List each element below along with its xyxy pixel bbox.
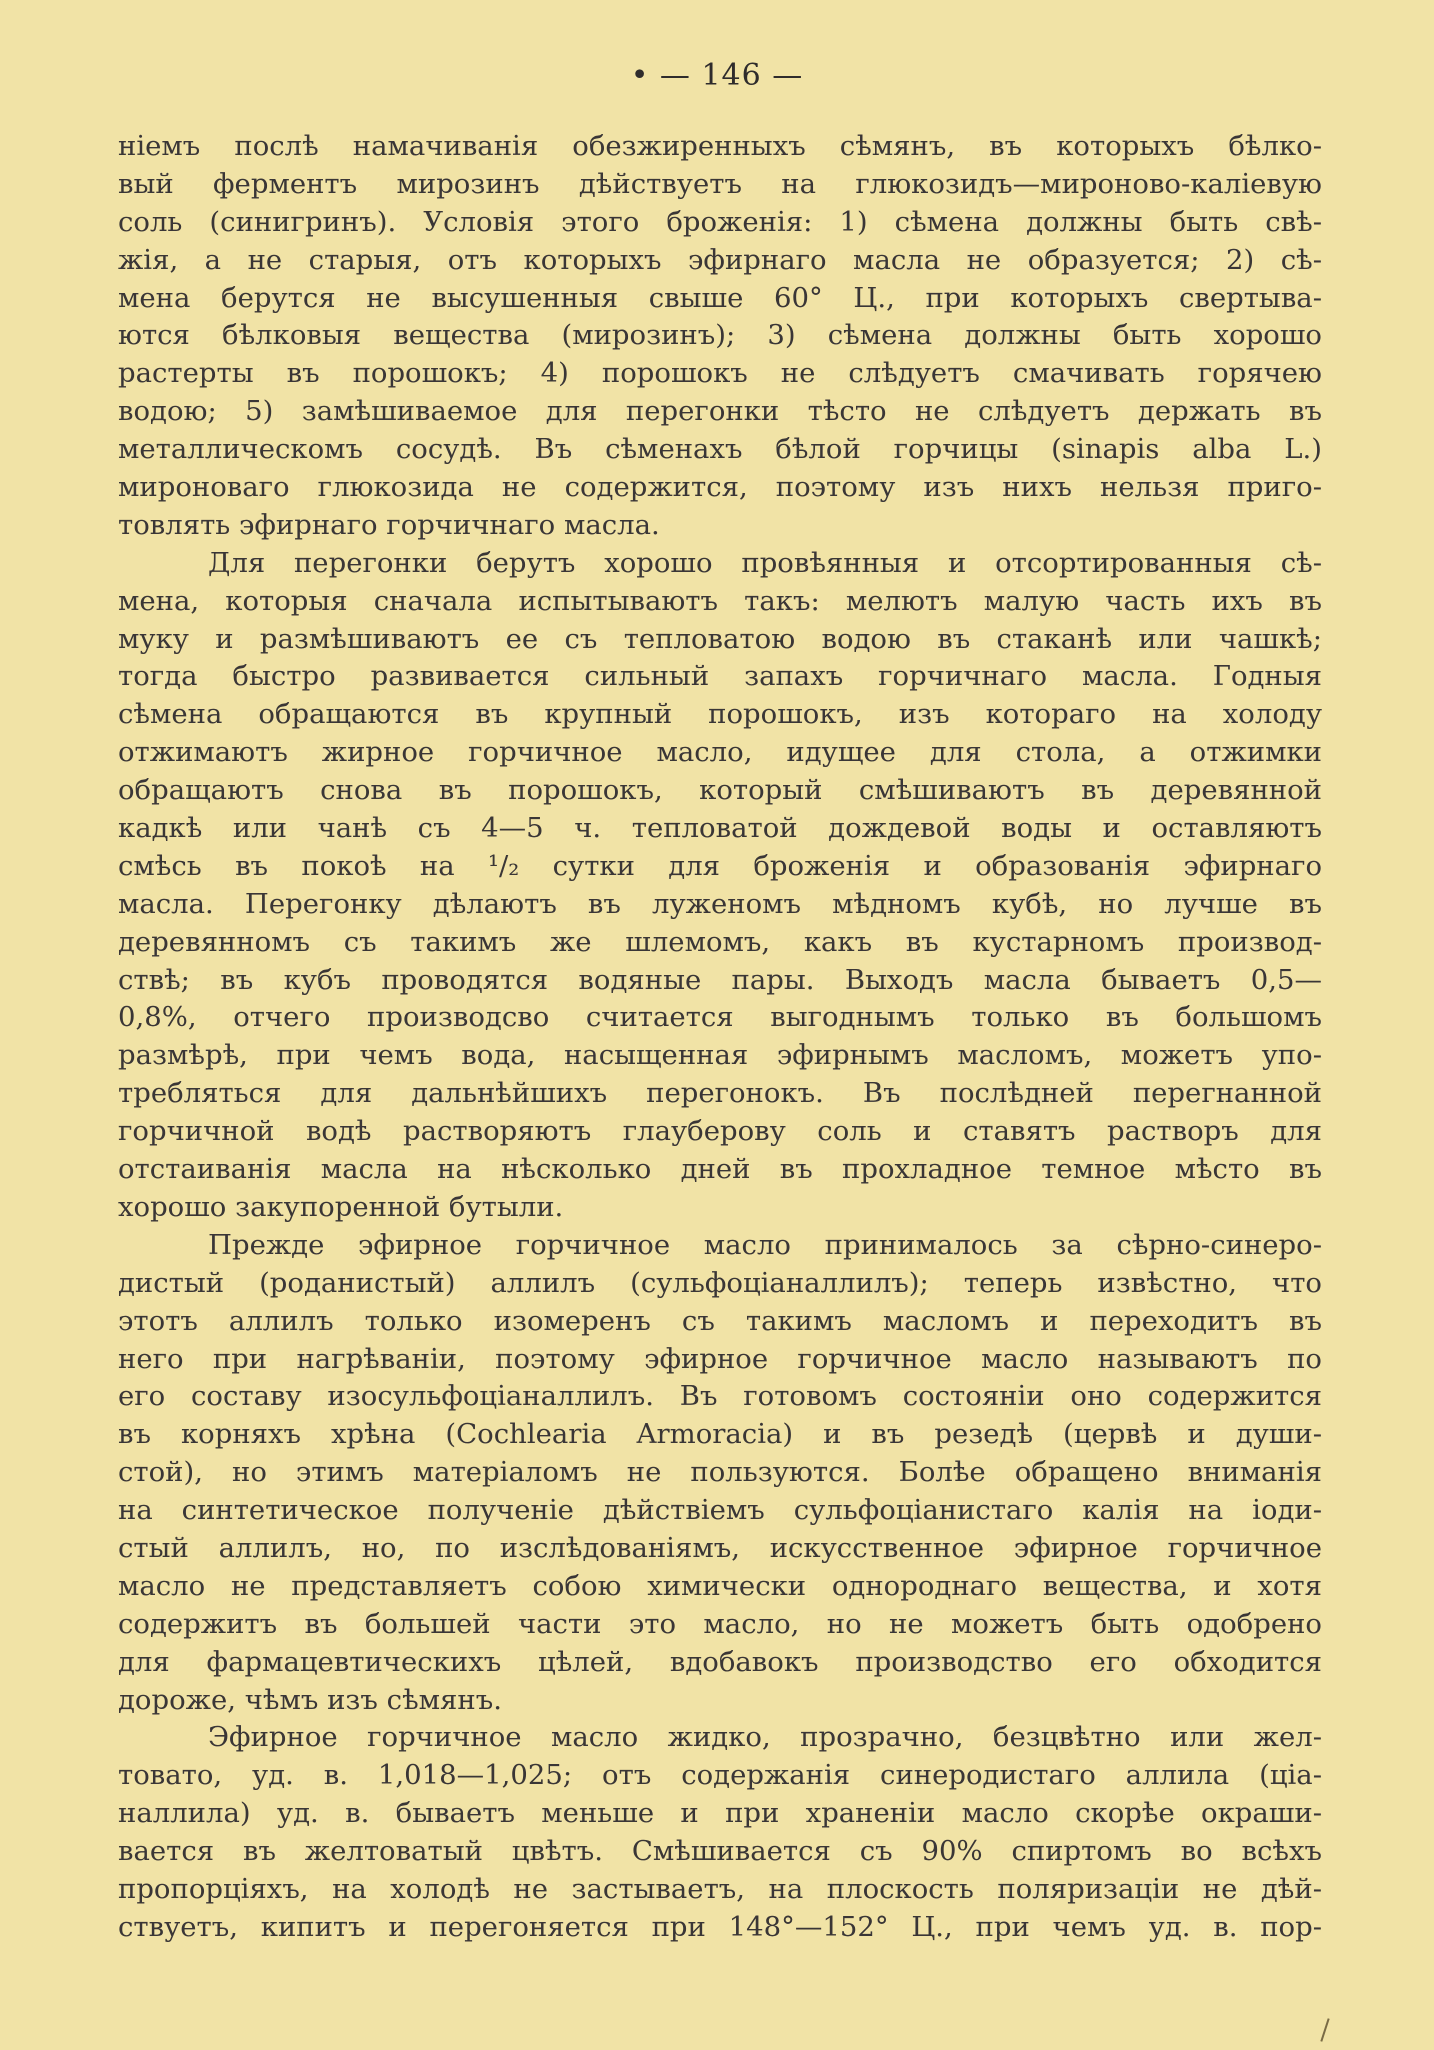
text-line: тогда быстро развивается сильный запахъ горчичнаго масла. Годныя [118, 660, 1322, 693]
text-line: вый ферментъ мирозинъ дѣйствуетъ на глюкозидъ—мироново-каліевую [118, 167, 1322, 200]
text-line: соль (синигринъ). Условія этого броженія: 1) сѣмена должны быть свѣ- [118, 205, 1322, 238]
text-line: ствуетъ, кипитъ и перегоняется при 148°—152° Ц., при чемъ уд. в. пор- [118, 1910, 1322, 1943]
text-line: горчичной водѣ растворяютъ глауберову соль и ставятъ растворъ для [118, 1115, 1322, 1148]
text-line: мена берутся не высушенныя свыше 60° Ц., при которыхъ свертыва- [118, 281, 1322, 314]
text-line: растерты въ порошокъ; 4) порошокъ не слѣдуетъ смачивать горячею [118, 357, 1322, 390]
text-line: дороже, чѣмъ изъ сѣмянъ. [118, 1683, 502, 1716]
text-line: 0,8%, отчего производсво считается выгоднымъ только въ большомъ [118, 1001, 1322, 1034]
text-line: муку и размѣшиваютъ ее съ тепловатою водою въ стаканѣ или чашкѣ; [118, 622, 1322, 655]
text-line: вается въ желтоватый цвѣтъ. Смѣшивается съ 90% спиртомъ во всѣхъ [118, 1835, 1322, 1868]
text-line: него при нагрѣваніи, поэтому эфирное горчичное масло называютъ по [118, 1342, 1322, 1375]
text-line: стой), но этимъ матеріаломъ не пользуются. Болѣе обращено вниманія [118, 1456, 1322, 1489]
text-line: наллила) уд. в. бываетъ меньше и при храненіи масло скорѣе окраши- [118, 1797, 1322, 1830]
text-line: отстаиванія масла на нѣсколько дней въ прохладное темное мѣсто въ [118, 1153, 1322, 1186]
page-edge-mark [1320, 2018, 1329, 2041]
text-line: отжимаютъ жирное горчичное масло, идущее для стола, а отжимки [118, 736, 1322, 769]
text-line: миронoваго глюкозида не содержится, поэтому изъ нихъ нельзя приго- [118, 471, 1322, 504]
text-line: Эфирное горчичное масло жидко, прозрачно, безцвѣтно или жел- [208, 1721, 1322, 1754]
text-line: Прежде эфирное горчичное масло принималось за сѣрно-синеро- [208, 1228, 1322, 1261]
text-line: этотъ аллилъ только изомеренъ съ такимъ масломъ и переходитъ въ [118, 1304, 1322, 1337]
text-line: его составу изосульфоціаналлилъ. Въ готовомъ состояніи оно содержится [118, 1380, 1322, 1413]
text-line: жія, а не старыя, отъ которыхъ эфирнаго масла не образуется; 2) сѣ- [118, 243, 1322, 276]
text-line: въ корняхъ хрѣна (Cochlearia Armoracia) и въ резедѣ (цервѣ и души- [118, 1418, 1322, 1451]
text-line: размѣрѣ, при чемъ вода, насыщенная эфирнымъ масломъ, можетъ упо- [118, 1039, 1322, 1072]
page-text [118, 128, 1322, 1947]
text-line: сѣмена обращаются въ крупный порошокъ, изъ котораго на холоду [118, 698, 1322, 731]
text-line: смѣсь въ покоѣ на ¹/₂ сутки для броженія и образованія эфирнаго [118, 849, 1322, 882]
text-line: содержитъ въ большей части это масло, но не можетъ быть одобрено [118, 1607, 1322, 1640]
text-line: для фармацевтическихъ цѣлей, вдобавокъ производство его обходится [118, 1645, 1322, 1678]
page-number: • — 146 — [630, 58, 804, 93]
text-line: требляться для дальнѣйшихъ перегонокъ. Въ послѣдней перегнанной [118, 1077, 1322, 1110]
text-line: металлическомъ сосудѣ. Въ сѣменахъ бѣлой горчицы (sinapis alba L.) [118, 433, 1322, 466]
text-line: ніемъ послѣ намачиванія обезжиренныхъ сѣмянъ, въ которыхъ бѣлко- [118, 130, 1322, 162]
text-line: обращаютъ снова въ порошокъ, который смѣшиваютъ въ деревянной [118, 774, 1322, 807]
text-line: дистый (роданистый) аллилъ (сульфоціаналлилъ); теперь извѣстно, что [118, 1266, 1322, 1299]
text-line: масла. Перегонку дѣлаютъ въ луженомъ мѣдномъ кубѣ, но лучше въ [118, 887, 1322, 920]
text-line: масло не представляетъ собою химически однороднаго вещества, и хотя [118, 1569, 1322, 1602]
text-line: мена, которыя сначала испытываютъ такъ: мелютъ малую часть ихъ въ [118, 584, 1322, 617]
text-line: пропорціяхъ, на холодѣ не застываетъ, на плоскость поляризаціи не дѣй- [118, 1872, 1322, 1905]
text-line: ются бѣлковыя вещества (мирозинъ); 3) сѣмена должны быть хорошо [118, 319, 1322, 352]
text-line: ствѣ; въ кубъ проводятся водяные пары. Выходъ масла бываетъ 0,5— [118, 963, 1322, 996]
text-line: кадкѣ или чанѣ съ 4—5 ч. тепловатой дождевой воды и оставляютъ [118, 812, 1322, 845]
text-line: на синтетическое полученіе дѣйствіемъ сульфоціанистаго калія на іоди- [118, 1494, 1322, 1527]
text-line: товлять эфирнаго горчичнаго масла. [118, 508, 660, 541]
text-line: товато, уд. в. 1,018—1,025; отъ содержанія синеродистаго аллила (ціа- [118, 1759, 1322, 1792]
text-line: водою; 5) замѣшиваемое для перегонки тѣсто не слѣдуетъ держать въ [118, 395, 1322, 428]
text-line: хорошо закупоренной бутыли. [118, 1190, 564, 1223]
text-line: Для перегонки берутъ хорошо провѣянныя и отсортированныя сѣ- [208, 546, 1322, 579]
text-line: стый аллилъ, но, по изслѣдованіямъ, искусственное эфирное горчичное [118, 1531, 1322, 1564]
text-line: деревянномъ съ такимъ же шлемомъ, какъ въ кустарномъ производ- [118, 925, 1322, 958]
